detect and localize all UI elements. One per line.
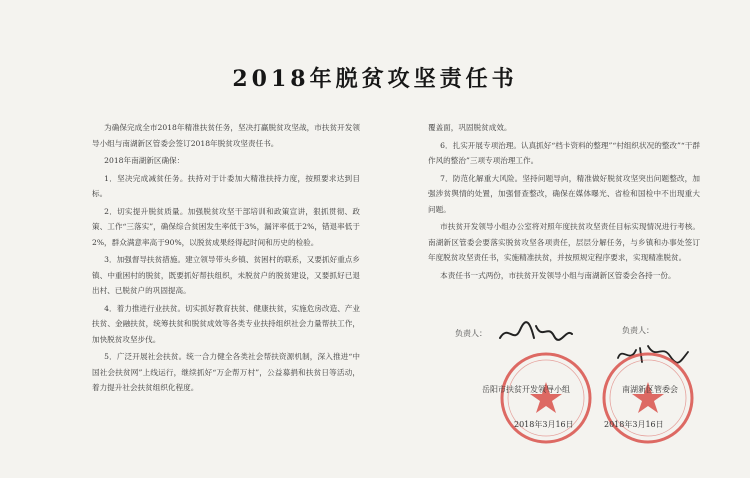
document-title: 2018年脱贫攻坚责任书 <box>232 66 518 92</box>
right-signing-date: 2018年3月16日 <box>604 420 664 429</box>
left-seal-graphic <box>498 350 594 446</box>
right-signer-label: 负责人： <box>622 326 654 335</box>
left-handwritten-signature <box>496 318 576 353</box>
assessment-paragraph: 市扶贫开发领导小组办公室将对照年度扶贫攻坚责任目标实现情况进行考核。南湖新区管委会要落实脱贫攻坚各项责任，层层分解任务，与乡镇和办事处签订年度脱贫攻坚责任书，实施精准扶贫，并按照规定程序要求，实现精准脱贫。 <box>428 222 700 262</box>
left-signature-stroke <box>496 318 576 348</box>
responsibility-item-5: 5．广泛开展社会扶贫。统一合力健全各类社会帮扶资源机制，深入推进“中国社会扶贫网”上线运行，继续抓好“万企帮万村”，公益募捐和扶贫日等活动，着力提升社会扶贫组织化程度。 <box>92 352 360 392</box>
responsibility-item-3: 3．加强督导扶贫措施。建立领导带头乡镇、贫困村的联系，又要抓好重点乡镇、中重困村的脱贫，既要抓好帮扶组织，未脱贫户的脱贫建设，又要抓好已退出村、已脱贫户的巩固提高。 <box>92 255 360 295</box>
intro-paragraph: 为确保完成全市2018年精准扶贫任务，坚决打赢脱贫攻坚战，市扶贫开发领导小组与南湖新区管委会签订2018年脱贫攻坚责任书。 <box>92 123 360 148</box>
right-column <box>428 120 700 285</box>
section-heading: 2018年南湖新区确保： <box>104 156 185 165</box>
responsibility-item-4: 4．着力推进行业扶贫。切实抓好教育扶贫、健康扶贫，实施危房改造、产业扶贫、金融扶贫，统筹扶贫和脱贫成效等各类专业扶持组织社会力量帮扶工作，加快脱贫攻坚步伐。 <box>92 303 360 344</box>
left-signer-label: 负责人： <box>455 329 487 338</box>
responsibility-item-7: 7．防范化解重大风险。坚持问题导向，精准做好脱贫攻坚突出问题整改，加强涉贫舆情的处置，加强督查整改，确保在媒体曝光、省检和国检中不出现重大问题。 <box>428 173 700 214</box>
left-signing-unit: 岳阳市扶贫开发领导小组 <box>482 385 570 394</box>
responsibility-item-2: 2．切实提升脱贫质量。加强脱贫攻坚干部培训和政策宣讲，狠抓贯彻、政策、工作“三落实”，确保综合贫困发生率低于3%，漏评率低于2%，错退率低于2%，群众满意率高于90%，以脱贫成果经得起时间和历史的检验。 <box>92 206 360 247</box>
responsibility-item-6: 6．扎实开展专项治理。认真抓好“档卡资料的整理”“村组织状况的整改”“干群作风的整治”三项专项治理工作。 <box>428 140 700 165</box>
left-column <box>92 120 360 398</box>
left-official-seal <box>498 350 594 450</box>
continuation-text: 覆盖面，巩固脱贫成效。 <box>428 123 512 132</box>
right-official-seal <box>600 350 696 450</box>
copies-paragraph: 本责任书一式两份，市扶贫开发领导小组与南湖新区管委会各持一份。 <box>440 270 676 280</box>
left-signing-date: 2018年3月16日 <box>514 420 574 429</box>
right-seal-graphic <box>600 350 696 446</box>
right-signing-unit: 南湖新区管委会 <box>622 385 678 394</box>
responsibility-item-1: 1．坚决完成减贫任务。扶持对于计委加大精准扶持力度，按照要求达到目标。 <box>92 173 360 198</box>
